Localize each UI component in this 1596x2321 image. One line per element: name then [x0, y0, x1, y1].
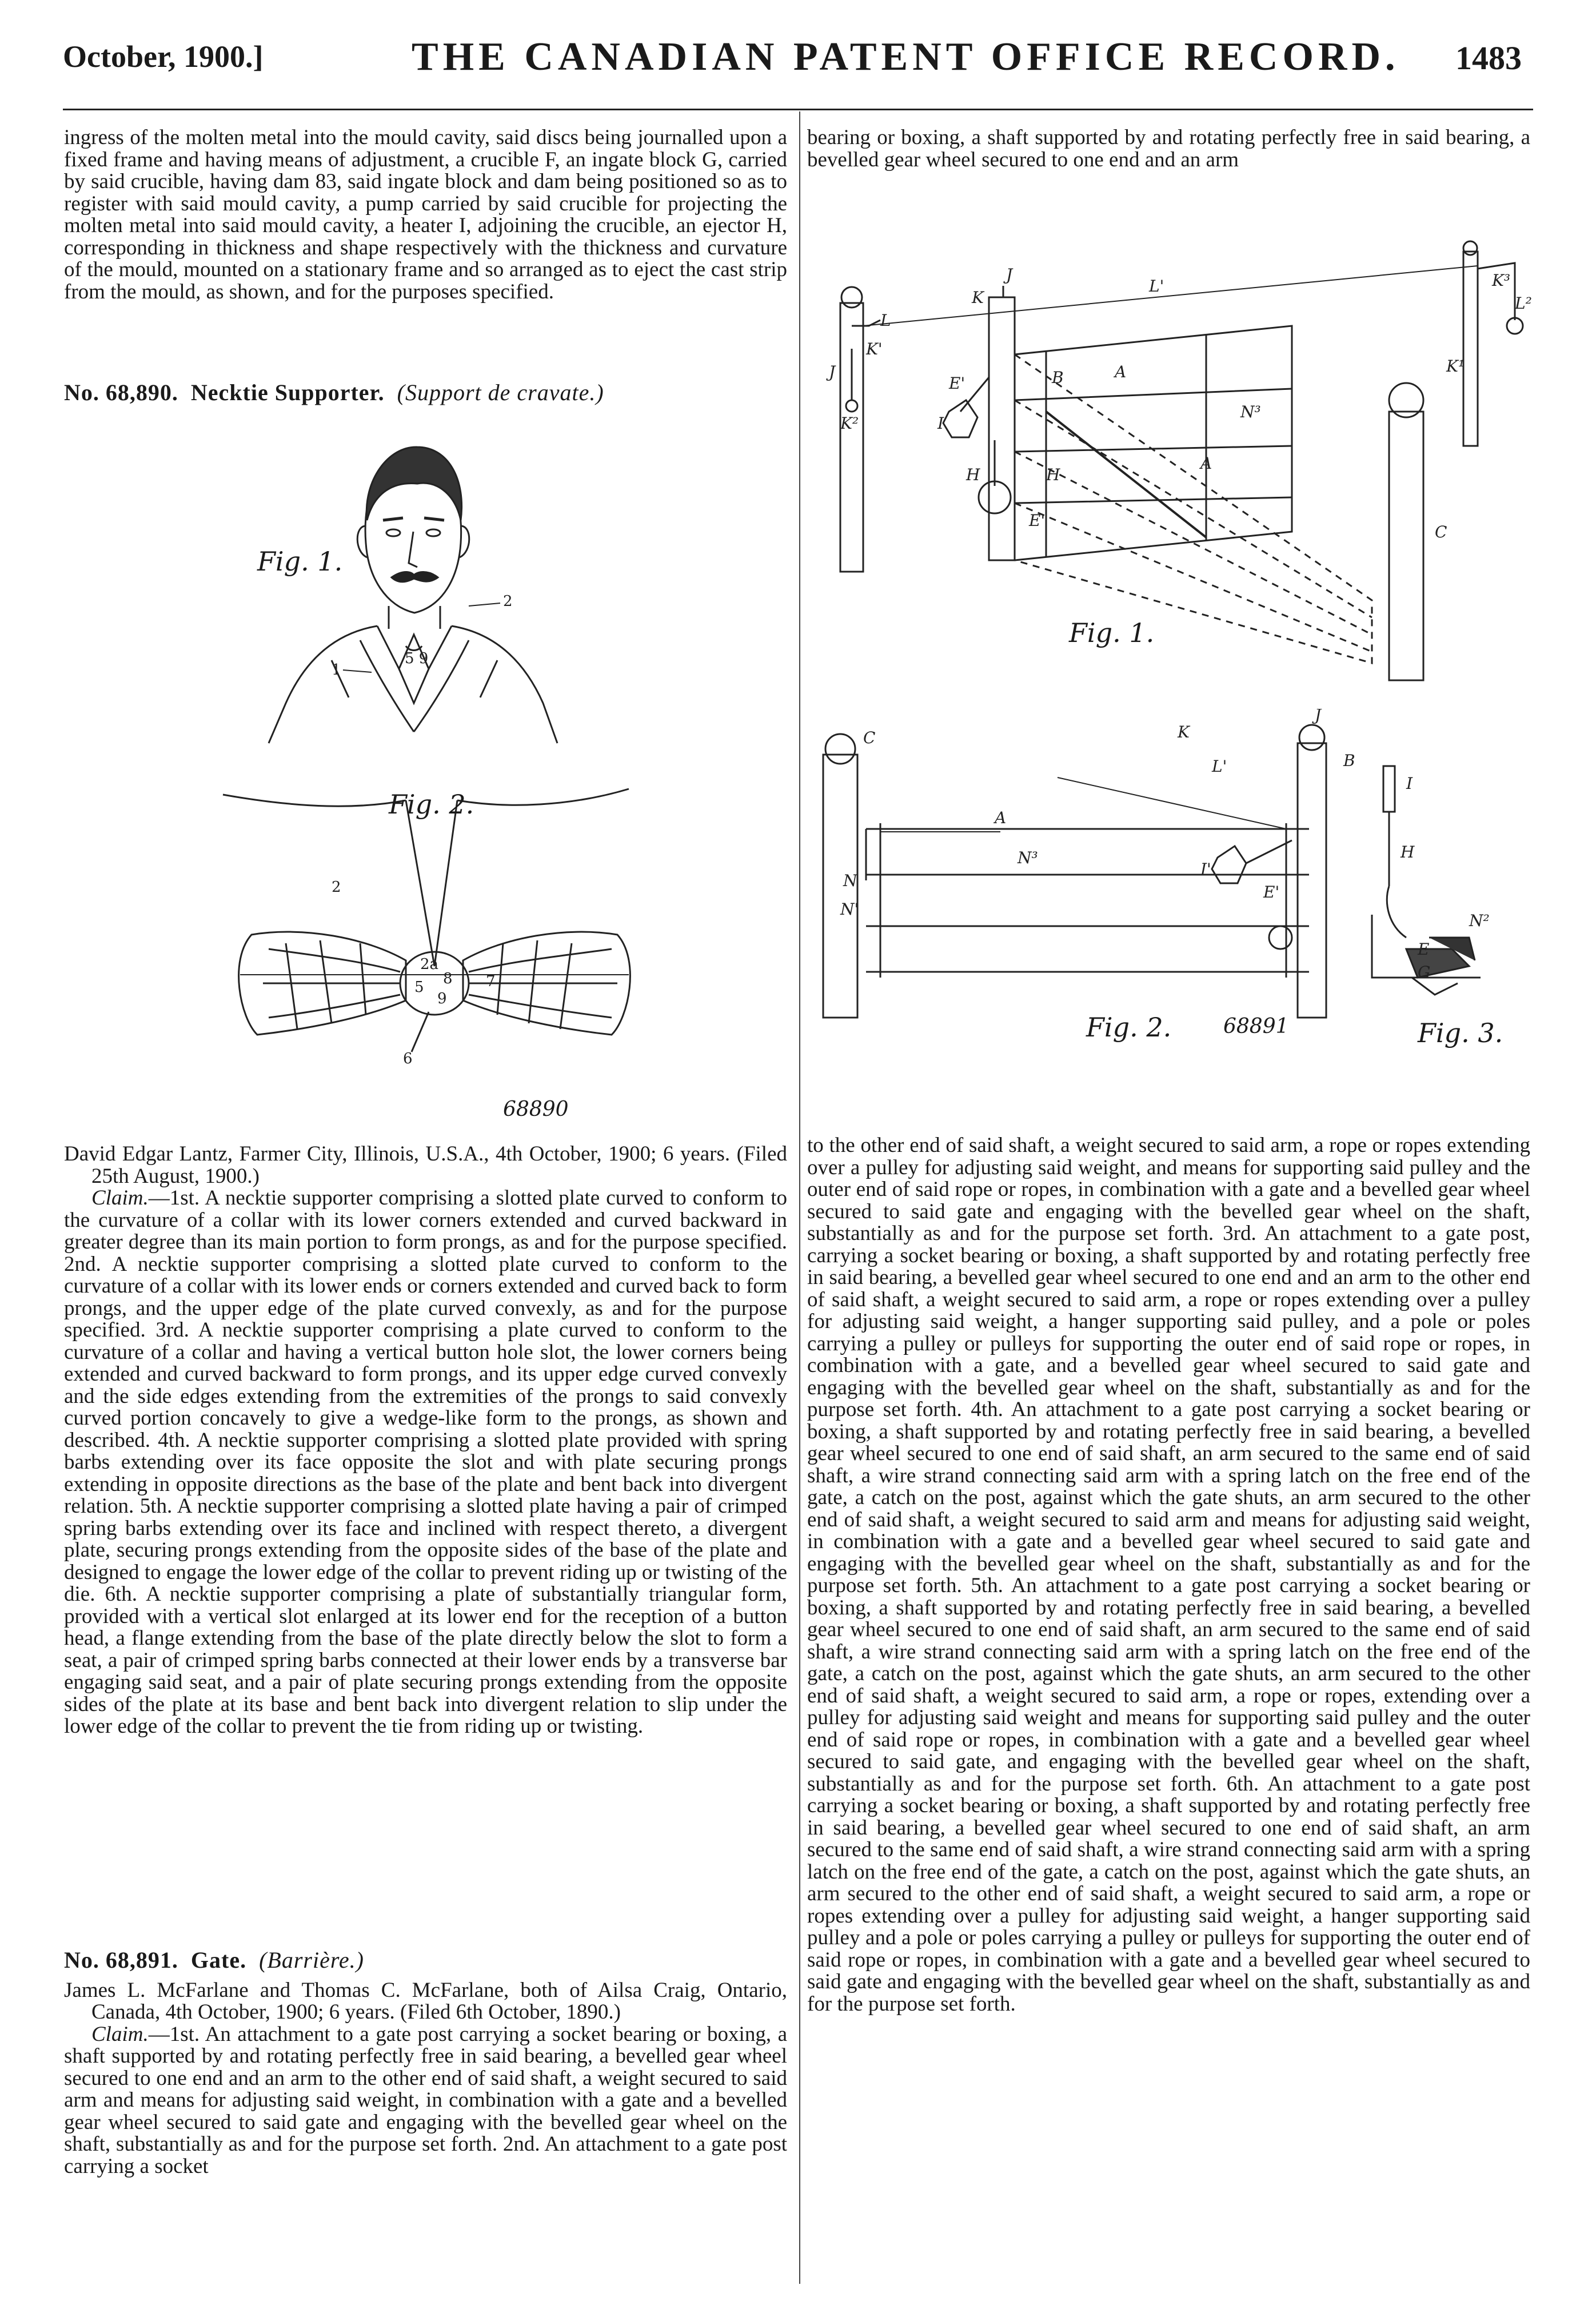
gate-fig1-label: Fig. 1.: [1069, 617, 1155, 648]
patent-title-french: (Barrière.): [259, 1947, 364, 1973]
patent-number: No. 68,890.: [64, 380, 178, 405]
svg-text:N': N': [840, 900, 859, 919]
header-rule: [63, 109, 1533, 110]
svg-text:1: 1: [332, 661, 341, 679]
svg-text:C: C: [863, 728, 876, 747]
svg-text:N: N: [843, 871, 857, 890]
right-top-text: [807, 127, 1530, 171]
gate-fig2-drawing: [812, 709, 1532, 1052]
fig2-label: Fig. 2.: [389, 789, 474, 820]
svg-text:E': E': [1263, 883, 1280, 902]
patent-68891-claims: [64, 2024, 787, 2178]
svg-text:A: A: [995, 808, 1007, 827]
patent-68890-claims: [64, 1187, 787, 1738]
svg-text:L: L: [880, 311, 891, 330]
svg-text:K: K: [972, 288, 984, 307]
patent-68890-heading: [64, 382, 787, 404]
patent-68890-inventor: David Edgar Lantz, Farmer City, Illinois, U.S.A., 4th October, 1900; 6 years. (Filed 25th August, 1900.): [64, 1142, 787, 1188]
svg-text:J: J: [1315, 709, 1322, 724]
svg-text:N³: N³: [1018, 848, 1038, 867]
page-number: 1483: [1455, 39, 1522, 77]
svg-text:H: H: [1046, 465, 1060, 484]
patent-title: Necktie Supporter.: [190, 380, 385, 405]
svg-text:2a: 2a: [420, 956, 439, 973]
drawing-number-68890: 68890: [503, 1098, 569, 1121]
svg-text:C: C: [1435, 523, 1447, 541]
patent-68890-body: [64, 1143, 787, 1738]
svg-text:J: J: [829, 362, 836, 381]
svg-text:9: 9: [437, 990, 447, 1007]
svg-text:8: 8: [443, 970, 453, 987]
svg-text:K³: K³: [1492, 271, 1511, 290]
svg-text:I: I: [1406, 774, 1413, 793]
svg-text:N²: N²: [1469, 911, 1490, 930]
svg-text:N³: N³: [1240, 402, 1261, 421]
drawing-number-68891: 68891: [1223, 1015, 1289, 1038]
svg-text:7: 7: [486, 973, 496, 990]
gate-fig2-label: Fig. 2.: [1086, 1012, 1172, 1043]
svg-text:I': I': [1200, 860, 1211, 879]
svg-text:5: 5: [414, 979, 424, 996]
gate-fig3-label: Fig. 3.: [1418, 1018, 1503, 1048]
claim-label: Claim.: [91, 2022, 149, 2046]
fig1-label: Fig. 1.: [257, 546, 343, 577]
column-divider: [799, 111, 800, 2284]
claims-continued-paragraph: to the other end of said shaft, a weight secured to said arm, a rope or ropes extending over a pulley for adjusting said weight, and means for supporting said pulley and the outer end of said rope or ropes, in combination with a gate and a bevelled gear wheel secured to said gate and engaging with the bevelled gear wheel on the shaft, substantially as and for the purpose set forth. 3rd. An attachment to a gate post, carrying a socket bearing or boxing, a shaft supported by and rotating perfectly free in said bearing, a bevelled gear wheel secured to one end and an arm to the other end of said shaft, a weight secured to said arm, a rope or ropes extending over a pulley for adjusting said weight, a hanger supporting said pulley, and a pole or poles carrying a pulley or pulleys for supporting the outer end of said rope or ropes, in combination with a gate, and a bevelled gear wheel secured to said gate and engaging with the bevelled gear wheel on the shaft, substantially as and for the purpose set forth. 4th. An attachment to a gate post carrying a socket bearing or boxing, a shaft supported by and rotating perfectly free in said bearing, a bevelled gear wheel secured to one end of said shaft, an arm secured to the same end of said shaft, a wire strand connecting said arm with a spring latch on the free end of the gate, a catch on the post, against which the gate shuts, an arm secured to the other end of said shaft, a weight secured to said arm and means for adjusting said weight, in combination with a gate and a bevelled gear wheel secured to said gate and engaging with the bevelled gear wheel on the shaft, substantially as and for the purpose set forth. 5th. An attachment to a gate post carrying a socket bearing or boxing, a shaft supported by and rotating perfectly free in said bearing, a bevelled gear wheel secured to one end of said shaft, an arm secured to the same end of said shaft, a wire strand connecting said arm with a spring latch on the free end of the gate, a catch on the post, against which the gate shuts, an arm secured to the other end of said shaft, a weight secured to said arm, a rope or ropes, extending over a pulley for adjusting said weight and means for supporting said pulley and the outer end of said rope or ropes, in combination with a gate and a bevelled gear wheel secured to said gate, and engaging with the bevelled gear wheel on the shaft, substantially as and for the purpose set forth. 6th. An attachment to a gate post carrying a socket bearing or boxing, a shaft supported by and rotating perfectly free in said bearing, a bevelled gear wheel secured to one end of said shaft, an arm secured to the same end of said shaft, a wire strand connecting said arm with a spring latch on the free end of the gate, a catch on the post, against which the gate shuts, an arm secured to the other end of said shaft, a weight secured to said arm, a rope or ropes extending over a pulley for adjusting said weight, a hanger supporting said pulley and a pole or poles carrying a pulley or pulleys for supporting the outer end of said rope or ropes, in combination with a gate and a bevelled gear wheel secured to said gate and engaging with the bevelled gear wheel on the shaft, substantially as and for the purpose set forth.: [807, 1134, 1530, 2016]
svg-text:B: B: [1052, 368, 1064, 387]
svg-text:G: G: [1418, 963, 1431, 982]
patent-title-french: (Support de cravate.): [397, 380, 604, 405]
svg-text:H: H: [966, 465, 980, 484]
svg-text:K²: K²: [840, 414, 859, 433]
journal-title: THE CANADIAN PATENT OFFICE RECORD.: [412, 35, 1400, 79]
svg-text:A: A: [1200, 454, 1212, 473]
gate-fig1-drawing: [806, 240, 1538, 697]
patent-title: Gate.: [190, 1947, 247, 1973]
svg-text:E': E': [949, 374, 965, 393]
issue-date: October, 1900.]: [63, 39, 264, 74]
svg-text:K': K': [866, 340, 883, 358]
left-continuation-text: [64, 127, 787, 303]
right-continuation-paragraph: bearing or boxing, a shaft supported by and rotating perfectly free in said bearing, a bevelled gear wheel secured to one end and an arm: [807, 126, 1530, 172]
necktie-fig2-drawing: [217, 777, 652, 1086]
svg-text:2: 2: [332, 879, 341, 896]
svg-text:L': L': [1212, 757, 1227, 776]
svg-text:E: E: [1418, 940, 1430, 959]
claim-text: —1st. A necktie supporter comprising a slotted plate curved to conform to the curvature of a collar with its lower corners extended and curved backward in greater degree than its main portion to form prongs, as and for the purpose specified. 2nd. A necktie supporter comprising a slotted plate curved to conform to the curvature of a collar with its lower ends or corners extended and curved back to form prongs, and the upper edge of the plate curved convexly, as and for the purpose specified. 3rd. A necktie supporter comprising a plate curved to conform to the curvature of a collar and having a vertical button hole slot, the lower corners being extended and curved backward to form prongs, and its upper edge curved convexly and the side edges extending from the extremities of the prongs to said convexly curved portion concavely to give a wedge-like form to the prongs, as shown and described. 4th. A necktie supporter comprising a slotted plate provided with spring barbs extending over its face opposite the slot and with plate securing prongs extending in opposite directions as the base of the plate and bent back into divergent relation. 5th. A necktie supporter comprising a slotted plate having a pair of crimped spring barbs extending over its face and inclined with respect thereto, a divergent plate, securing prongs extending from the opposite sides of the base of the plate and designed to engage the lower edge of the collar to prevent riding up or twisting of the die. 6th. A necktie supporter comprising a plate of substantially triangular form, provided with a vertical slot enlarged at its lower end for the reception of a button head, a flange extending from the base of the plate directly below the slot to form a seat, a pair of crimped spring barbs connected at their lower ends by a transverse bar engaging said seat, and a pair of plate securing prongs extending from the opposite sides of the plate at its base and bent back into divergent relation to slip under the lower edge of the collar to prevent the tie from riding up or twisting.: [64, 1186, 787, 1738]
svg-text:I: I: [937, 414, 944, 433]
svg-text:J: J: [1006, 265, 1013, 284]
svg-text:A: A: [1115, 362, 1127, 381]
continuation-paragraph: ingress of the molten metal into the mould cavity, said discs being journalled upon a fixed frame and having means of adjustment, a crucible F, an ingate block G, carried by said crucible, having dam 83, said ingate block and dam being positioned so as to register with said mould cavity, a pump carried by said crucible for projecting the molten metal into said mould cavity, a heater I, adjoining the crucible, an ejector H, corresponding in thickness and shape respectively with the thickness and curvature of the mould, mounted on a stationary frame and so arranged as to eject the cast strip from the mould, as shown, and for the purposes specified.: [64, 126, 787, 304]
svg-text:6: 6: [403, 1050, 413, 1067]
svg-text:L': L': [1149, 277, 1164, 296]
page-header: [0, 23, 1596, 103]
patent-68891-section: [64, 1949, 787, 2178]
svg-text:E': E': [1029, 511, 1046, 530]
patent-number: No. 68,891.: [64, 1947, 178, 1973]
svg-text:L²: L²: [1515, 294, 1532, 313]
svg-text:B: B: [1343, 751, 1355, 770]
claim-text: —1st. An attachment to a gate post carrying a socket bearing or boxing, a shaft supported by and rotating perfectly free in said bearing, a bevelled gear wheel secured to one end and an arm to the other end of said shaft, a weight secured to said arm and means for adjusting said weight, in combination with a gate and a bevelled gear wheel secured to said gate and engaging with the bevelled gear wheel on the shaft, substantially as and for the purpose set forth. 2nd. An attachment to a gate post carrying a socket: [64, 2022, 787, 2178]
svg-text:2: 2: [503, 593, 513, 610]
svg-text:K: K: [1178, 723, 1190, 741]
claim-label: Claim.: [91, 1186, 149, 1210]
necktie-fig1-drawing: [246, 434, 612, 755]
svg-text:K¹: K¹: [1446, 357, 1465, 376]
svg-text:H: H: [1401, 843, 1415, 862]
patent-68891-claims-continued: [807, 1135, 1530, 2015]
svg-text:5 9: 5 9: [405, 650, 429, 667]
patent-68891-inventor: James L. McFarlane and Thomas C. McFarlane, both of Ailsa Craig, Ontario, Canada, 4th October, 1900; 6 years. (Filed 6th October, 1890.): [64, 1978, 787, 2024]
